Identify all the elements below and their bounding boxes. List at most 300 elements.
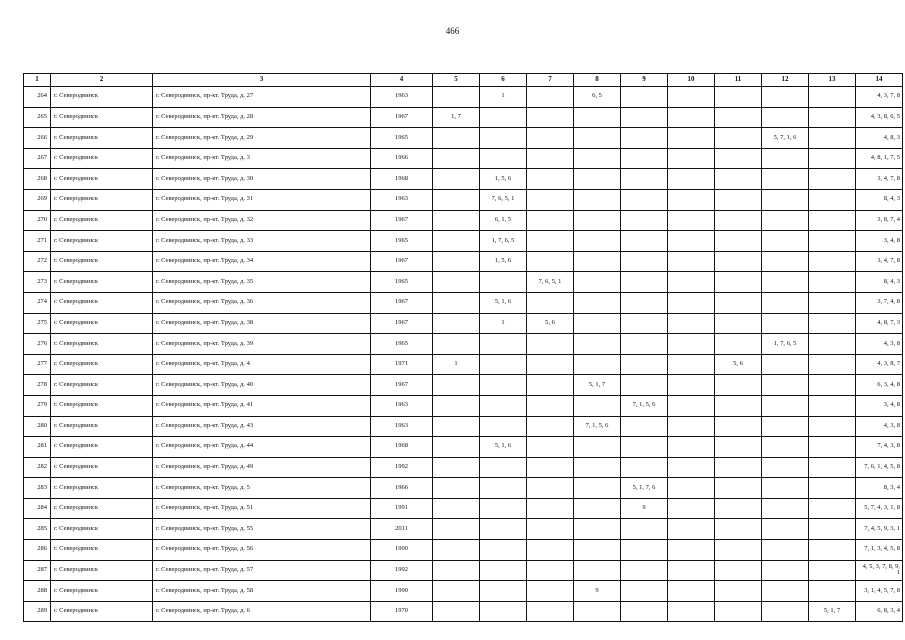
table-row — [24, 498, 903, 519]
table-cell — [715, 231, 762, 252]
table-cell: г. Северодвинск — [51, 416, 153, 437]
table-cell: г. Северодвинск, пр-кт. Труда, д. 39 — [153, 334, 371, 355]
table-cell: 267 — [24, 148, 51, 169]
table-cell — [621, 87, 668, 108]
table-cell — [433, 498, 480, 519]
column-header: 7 — [527, 74, 574, 87]
table-cell: 1, 7 — [433, 107, 480, 128]
table-cell — [621, 169, 668, 190]
table-cell: 1967 — [371, 313, 433, 334]
table-cell: 1967 — [371, 107, 433, 128]
table-cell — [809, 416, 856, 437]
table-cell — [715, 128, 762, 149]
table-cell: 8, 3, 4 — [856, 478, 903, 499]
table-cell — [527, 395, 574, 416]
table-cell — [574, 334, 621, 355]
table-cell: г. Северодвинск, пр-кт. Труда, д. 58 — [153, 581, 371, 602]
table-cell — [668, 560, 715, 581]
table-row — [24, 169, 903, 190]
page-number: 466 — [445, 26, 460, 36]
table-cell: г. Северодвинск — [51, 169, 153, 190]
table-cell — [480, 601, 527, 622]
table-cell: 270 — [24, 210, 51, 231]
table-row — [24, 354, 903, 375]
table-cell — [480, 354, 527, 375]
table-cell — [668, 581, 715, 602]
table-cell: г. Северодвинск — [51, 375, 153, 396]
table-row — [24, 148, 903, 169]
table-cell — [527, 560, 574, 581]
table-cell — [762, 210, 809, 231]
table-cell — [574, 313, 621, 334]
table-cell — [621, 189, 668, 210]
table-cell: г. Северодвинск, пр-кт. Труда, д. 28 — [153, 107, 371, 128]
table-cell — [621, 334, 668, 355]
table-cell — [762, 169, 809, 190]
table-row — [24, 251, 903, 272]
table-cell: 3, 4, 7, 8 — [856, 169, 903, 190]
table-cell — [433, 231, 480, 252]
table-cell: г. Северодвинск — [51, 87, 153, 108]
table-cell — [715, 498, 762, 519]
table-cell: 4, 3, 8 — [856, 416, 903, 437]
table-cell: 1971 — [371, 354, 433, 375]
table-cell: г. Северодвинск, пр-кт. Труда, д. 41 — [153, 395, 371, 416]
table-cell: 5, 1, 7 — [574, 375, 621, 396]
table-cell: 1991 — [371, 498, 433, 519]
table-cell — [809, 437, 856, 458]
table-cell — [621, 540, 668, 561]
table-cell: г. Северодвинск — [51, 560, 153, 581]
table-cell — [527, 416, 574, 437]
table-cell — [809, 292, 856, 313]
table-cell: 5, 1, 6 — [480, 292, 527, 313]
table-cell — [527, 210, 574, 231]
table-cell — [480, 395, 527, 416]
table-cell — [668, 375, 715, 396]
table-cell — [433, 292, 480, 313]
table-cell — [574, 148, 621, 169]
table-cell: г. Северодвинск, пр-кт. Труда, д. 33 — [153, 231, 371, 252]
table-cell — [715, 169, 762, 190]
table-cell — [762, 292, 809, 313]
table-cell — [433, 128, 480, 149]
table-cell — [668, 313, 715, 334]
table-cell: г. Северодвинск — [51, 107, 153, 128]
table-row — [24, 375, 903, 396]
table-cell: г. Северодвинск, пр-кт. Труда, д. 40 — [153, 375, 371, 396]
table-cell: 272 — [24, 251, 51, 272]
table-cell: 1966 — [371, 478, 433, 499]
table-cell — [762, 540, 809, 561]
table-cell: 280 — [24, 416, 51, 437]
table-cell: 7, 6, 5, 1 — [480, 189, 527, 210]
table-cell — [621, 210, 668, 231]
table-cell — [715, 395, 762, 416]
table-cell — [574, 210, 621, 231]
table-cell — [809, 313, 856, 334]
table-cell — [621, 519, 668, 540]
table-cell: 4, 8, 3 — [856, 128, 903, 149]
table-cell: г. Северодвинск, пр-кт. Труда, д. 51 — [153, 498, 371, 519]
table-cell — [809, 395, 856, 416]
table-cell: г. Северодвинск, пр-кт. Труда, д. 38 — [153, 313, 371, 334]
table-cell — [574, 169, 621, 190]
table-cell — [480, 148, 527, 169]
table-cell: г. Северодвинск — [51, 354, 153, 375]
table-cell — [527, 437, 574, 458]
table-cell: г. Северодвинск — [51, 437, 153, 458]
table-cell — [527, 478, 574, 499]
table-cell — [668, 272, 715, 293]
table-cell — [574, 107, 621, 128]
table-cell: 4, 3, 7, 8 — [856, 87, 903, 108]
table-cell: 9 — [574, 581, 621, 602]
table-cell — [527, 457, 574, 478]
table-cell — [762, 251, 809, 272]
table-cell — [433, 457, 480, 478]
table-cell: 279 — [24, 395, 51, 416]
table-cell: 3, 1, 4, 5, 7, 8 — [856, 581, 903, 602]
table-row — [24, 395, 903, 416]
table-cell — [668, 189, 715, 210]
table-cell: г. Северодвинск — [51, 148, 153, 169]
table-cell — [668, 601, 715, 622]
table-cell: 6, 1, 5 — [480, 210, 527, 231]
table-cell — [762, 581, 809, 602]
column-header: 8 — [574, 74, 621, 87]
table-cell: 1968 — [371, 437, 433, 458]
table-cell: 7, 1, 3, 4, 5, 8 — [856, 540, 903, 561]
table-cell — [668, 251, 715, 272]
table-cell: г. Северодвинск — [51, 272, 153, 293]
table-cell: г. Северодвинск, пр-кт. Труда, д. 44 — [153, 437, 371, 458]
table-cell: г. Северодвинск, пр-кт. Труда, д. 30 — [153, 169, 371, 190]
table-cell — [480, 519, 527, 540]
table-cell: г. Северодвинск — [51, 231, 153, 252]
table-body — [24, 87, 903, 622]
table-cell — [762, 519, 809, 540]
table-cell — [621, 148, 668, 169]
table-cell: 5, 1, 7, 6 — [621, 478, 668, 499]
table-cell: 276 — [24, 334, 51, 355]
table-cell — [668, 107, 715, 128]
table-cell: 287 — [24, 560, 51, 581]
table-cell: г. Северодвинск, пр-кт. Труда, д. 32 — [153, 210, 371, 231]
table-cell — [668, 210, 715, 231]
table-cell: 1, 5, 6 — [480, 251, 527, 272]
table-cell: 1967 — [371, 375, 433, 396]
table-row — [24, 189, 903, 210]
table-row — [24, 581, 903, 602]
table-cell: 274 — [24, 292, 51, 313]
table-cell — [574, 540, 621, 561]
table-cell: 3, 8, 7, 4 — [856, 210, 903, 231]
table-cell: 282 — [24, 457, 51, 478]
table-cell — [762, 437, 809, 458]
table-cell: г. Северодвинск — [51, 210, 153, 231]
table-cell: 3, 4, 7, 8 — [856, 251, 903, 272]
table-cell — [433, 540, 480, 561]
table-cell: 286 — [24, 540, 51, 561]
table-row — [24, 128, 903, 149]
table-cell: 278 — [24, 375, 51, 396]
table-cell: 6, 3, 4, 8 — [856, 375, 903, 396]
table-cell — [433, 189, 480, 210]
table-cell: 3, 4, 8 — [856, 231, 903, 252]
table-cell — [668, 416, 715, 437]
table-cell — [574, 292, 621, 313]
register-table — [23, 73, 903, 622]
table-cell — [809, 560, 856, 581]
table-cell — [668, 148, 715, 169]
table-cell: г. Северодвинск, пр-кт. Труда, д. 29 — [153, 128, 371, 149]
table-cell: 7, 1, 5, 6 — [621, 395, 668, 416]
table-row — [24, 272, 903, 293]
table-row — [24, 457, 903, 478]
table-cell — [574, 437, 621, 458]
table-cell — [433, 169, 480, 190]
table-cell — [715, 292, 762, 313]
table-cell: г. Северодвинск, пр-кт. Труда, д. 56 — [153, 540, 371, 561]
table-cell: 275 — [24, 313, 51, 334]
table-cell — [715, 251, 762, 272]
table-cell — [527, 581, 574, 602]
table-cell — [527, 375, 574, 396]
table-cell — [809, 169, 856, 190]
table-cell — [480, 416, 527, 437]
table-cell — [809, 107, 856, 128]
table-cell — [433, 437, 480, 458]
table-cell: г. Северодвинск, пр-кт. Труда, д. 36 — [153, 292, 371, 313]
table-cell — [762, 395, 809, 416]
table-cell — [715, 87, 762, 108]
column-header: 12 — [762, 74, 809, 87]
table-cell — [809, 251, 856, 272]
table-cell — [809, 87, 856, 108]
table-cell — [621, 437, 668, 458]
column-header: 5 — [433, 74, 480, 87]
table-cell — [621, 416, 668, 437]
table-cell — [527, 107, 574, 128]
table-cell: 4, 8, 7, 3 — [856, 313, 903, 334]
table-cell — [621, 251, 668, 272]
table-cell — [480, 560, 527, 581]
table-cell — [527, 498, 574, 519]
column-header: 4 — [371, 74, 433, 87]
table-cell — [762, 107, 809, 128]
table-cell: г. Северодвинск, пр-кт. Труда, д. 57 — [153, 560, 371, 581]
table-cell — [433, 272, 480, 293]
table-cell: 1967 — [371, 292, 433, 313]
table-cell: г. Северодвинск — [51, 251, 153, 272]
table-cell — [668, 540, 715, 561]
table-cell — [809, 457, 856, 478]
table-cell: 2011 — [371, 519, 433, 540]
table-cell — [574, 560, 621, 581]
table-cell — [762, 416, 809, 437]
table-cell — [621, 272, 668, 293]
table-cell — [668, 128, 715, 149]
table-cell — [574, 189, 621, 210]
table-cell — [574, 128, 621, 149]
table-cell — [527, 87, 574, 108]
table-cell — [480, 272, 527, 293]
table-cell: г. Северодвинск, пр-кт. Труда, д. 55 — [153, 519, 371, 540]
table-cell — [433, 519, 480, 540]
table-cell — [715, 519, 762, 540]
table-cell: 1965 — [371, 272, 433, 293]
table-cell — [809, 148, 856, 169]
table-cell — [527, 519, 574, 540]
table-cell — [621, 313, 668, 334]
table-cell — [433, 148, 480, 169]
table-cell — [668, 354, 715, 375]
table-cell: 1965 — [371, 128, 433, 149]
table-cell — [762, 189, 809, 210]
table-cell — [621, 292, 668, 313]
table-cell — [433, 416, 480, 437]
table-cell — [527, 169, 574, 190]
table-cell — [762, 560, 809, 581]
table-cell: 4, 8, 1, 7, 5 — [856, 148, 903, 169]
table-cell — [480, 540, 527, 561]
table-cell — [715, 189, 762, 210]
table-cell — [809, 498, 856, 519]
table-cell — [762, 457, 809, 478]
table-cell — [527, 540, 574, 561]
table-cell: 1 — [433, 354, 480, 375]
table-cell: 4, 3, 8, 6, 5 — [856, 107, 903, 128]
table-cell: 1, 5, 6 — [480, 169, 527, 190]
table-row — [24, 313, 903, 334]
table-cell: г. Северодвинск, пр-кт. Труда, д. 43 — [153, 416, 371, 437]
table-cell — [527, 354, 574, 375]
column-header: 6 — [480, 74, 527, 87]
table-cell: г. Северодвинск, пр-кт. Труда, д. 49 — [153, 457, 371, 478]
table-cell — [809, 189, 856, 210]
table-row — [24, 87, 903, 108]
table-cell: г. Северодвинск, пр-кт. Труда, д. 27 — [153, 87, 371, 108]
column-header: 14 — [856, 74, 903, 87]
table-row — [24, 560, 903, 581]
table-cell: 5, 7, 4, 3, 1, 8 — [856, 498, 903, 519]
table-cell — [527, 601, 574, 622]
table-cell: 7, 4, 3, 8 — [856, 437, 903, 458]
table-row — [24, 231, 903, 252]
table-cell: 1963 — [371, 189, 433, 210]
table-cell: 1966 — [371, 148, 433, 169]
table-cell: г. Северодвинск, пр-кт. Труда, д. 5 — [153, 478, 371, 499]
table-cell: 7, 6, 1, 4, 5, 8 — [856, 457, 903, 478]
table-cell — [621, 375, 668, 396]
table-cell: г. Северодвинск — [51, 457, 153, 478]
table-cell — [715, 334, 762, 355]
table-cell: 1992 — [371, 457, 433, 478]
column-header: 9 — [621, 74, 668, 87]
column-header: 11 — [715, 74, 762, 87]
table-cell: 5, 1, 7 — [809, 601, 856, 622]
table-row — [24, 416, 903, 437]
table-row — [24, 540, 903, 561]
table-cell: г. Северодвинск, пр-кт. Труда, д. 31 — [153, 189, 371, 210]
table-cell — [480, 581, 527, 602]
table-cell — [621, 581, 668, 602]
table-cell: 1965 — [371, 231, 433, 252]
table-cell: г. Северодвинск — [51, 189, 153, 210]
table-cell — [433, 334, 480, 355]
table-cell — [715, 457, 762, 478]
table-cell — [715, 313, 762, 334]
table-cell — [762, 272, 809, 293]
table-cell — [527, 334, 574, 355]
table-cell — [668, 519, 715, 540]
table-cell: г. Северодвинск — [51, 540, 153, 561]
table-cell: 4, 3, 8, 7 — [856, 354, 903, 375]
table-cell — [715, 375, 762, 396]
table-cell — [433, 395, 480, 416]
table-cell — [480, 107, 527, 128]
table-cell: г. Северодвинск, пр-кт. Труда, д. 34 — [153, 251, 371, 272]
table-cell: 289 — [24, 601, 51, 622]
table-row — [24, 107, 903, 128]
table-cell — [621, 601, 668, 622]
table-cell — [809, 231, 856, 252]
table-cell — [433, 478, 480, 499]
table-cell — [574, 231, 621, 252]
table-cell — [715, 560, 762, 581]
table-cell: 288 — [24, 581, 51, 602]
table-cell: 1967 — [371, 251, 433, 272]
table-cell: г. Северодвинск, пр-кт. Труда, д. 6 — [153, 601, 371, 622]
table-cell: 1963 — [371, 87, 433, 108]
table-cell: 5, 7, 1, 6 — [762, 128, 809, 149]
table-cell — [715, 210, 762, 231]
table-cell — [668, 498, 715, 519]
table-cell: г. Северодвинск — [51, 498, 153, 519]
table-cell: 1990 — [371, 581, 433, 602]
table-cell — [762, 375, 809, 396]
table-cell — [668, 457, 715, 478]
table-cell: 264 — [24, 87, 51, 108]
table-cell: 3, 4, 8 — [856, 395, 903, 416]
table-cell: 8, 4, 3 — [856, 189, 903, 210]
table-row — [24, 210, 903, 231]
table-cell — [527, 231, 574, 252]
table-cell — [668, 87, 715, 108]
table-cell — [809, 354, 856, 375]
table-cell — [809, 540, 856, 561]
column-header: 1 — [24, 74, 51, 87]
table-cell — [574, 251, 621, 272]
table-cell: 5, 6 — [715, 354, 762, 375]
table-cell: 281 — [24, 437, 51, 458]
table-cell — [668, 169, 715, 190]
table-cell: г. Северодвинск — [51, 313, 153, 334]
table-cell — [668, 437, 715, 458]
table-cell — [762, 498, 809, 519]
table-cell — [715, 107, 762, 128]
table-cell — [433, 581, 480, 602]
table-cell: 7, 4, 5, 9, 3, 1 — [856, 519, 903, 540]
table-cell: г. Северодвинск — [51, 519, 153, 540]
table-row — [24, 519, 903, 540]
table-cell — [715, 601, 762, 622]
table-cell — [574, 601, 621, 622]
table-cell — [809, 272, 856, 293]
table-cell — [574, 519, 621, 540]
table-cell — [809, 210, 856, 231]
